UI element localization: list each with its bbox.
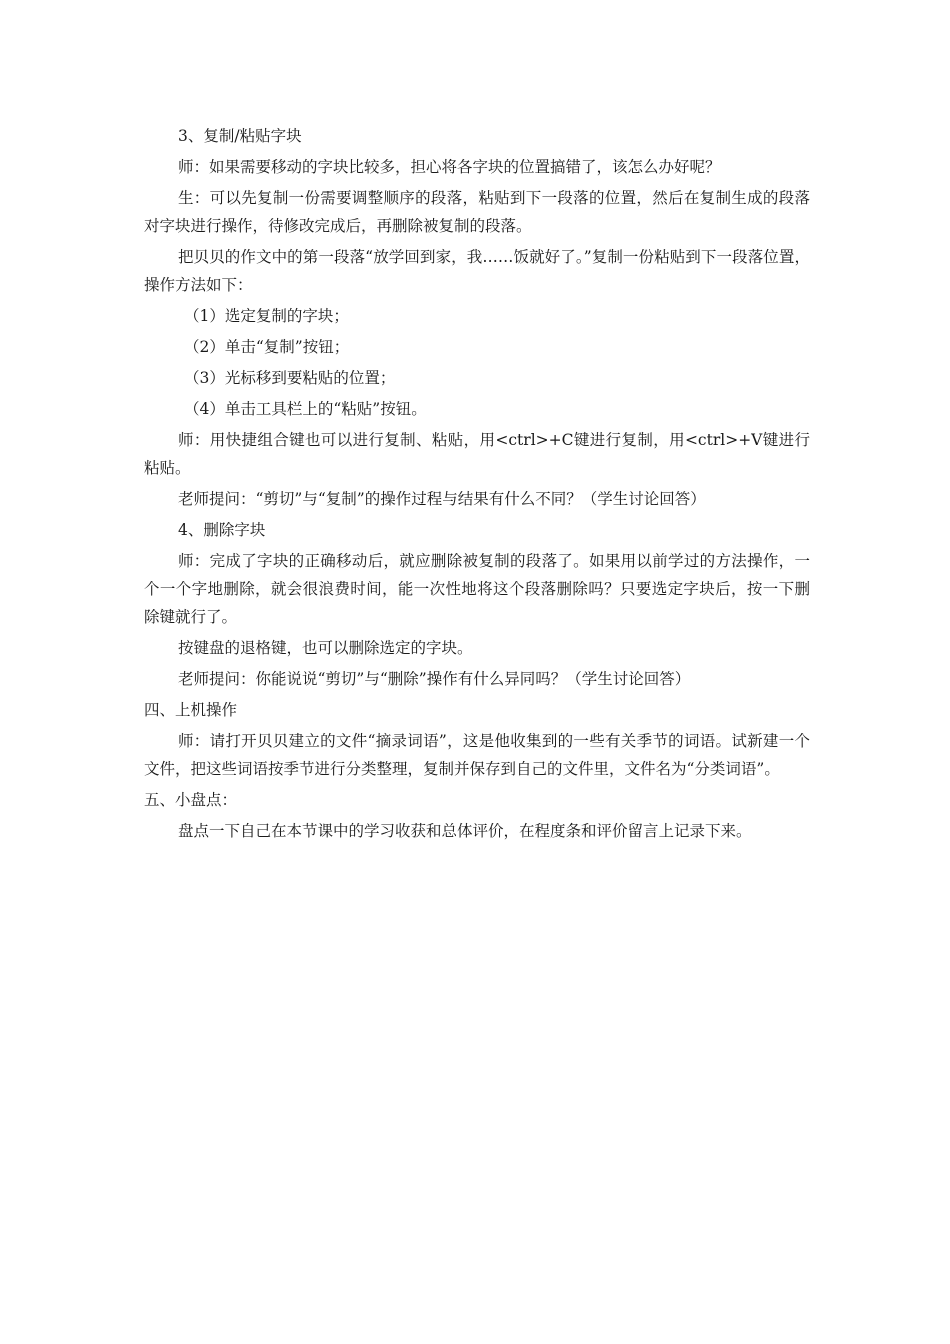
document-body — [144, 122, 810, 848]
backspace-paragraph: 按键盘的退格键，也可以删除选定的字块。 — [178, 639, 473, 657]
cut-vs-copy-question: 老师提问：“剪切”与“复制”的操作过程与结果有什么不同？（学生讨论回答） — [178, 490, 706, 508]
section-heading-summary: 五、小盘点： — [144, 791, 238, 809]
student-answer-paragraph: 生：可以先复制一份需要调整顺序的段落，粘贴到下一段落的位置，然后在复制生成的段落对字块进行操作，待修改完成后，再删除被复制的段落。 — [144, 189, 810, 235]
shortcut-paragraph: 师：用快捷组合键也可以进行复制、粘贴，用<ctrl>+C键进行复制，用<ctrl>+V键进行粘贴。 — [144, 431, 810, 477]
copy-paste-heading: 3、复制/粘贴字块 — [178, 127, 302, 145]
cut-vs-delete-question: 老师提问：你能说说“剪切”与“删除”操作有什么异同吗？（学生讨论回答） — [178, 670, 691, 688]
delete-paragraph: 师：完成了字块的正确移动后，就应删除被复制的段落了。如果用以前学过的方法操作，一个一个字地删除，就会很浪费时间，能一次性地将这个段落删除吗？只要选定字块后，按一下删除键就行了。 — [144, 552, 810, 626]
delete-heading: 4、删除字块 — [178, 521, 266, 539]
step-item-2: （2）单击“复制”按钮； — [184, 338, 350, 356]
step-item-4: （4）单击工具栏上的“粘贴”按钮。 — [184, 400, 427, 418]
copy-instruction-paragraph: 把贝贝的作文中的第一段落“放学回到家，我……饭就好了。”复制一份粘贴到下一段落位置，操作方法如下： — [144, 248, 810, 294]
step-item-3: （3）光标移到要粘贴的位置； — [184, 369, 396, 387]
practice-paragraph: 师：请打开贝贝建立的文件“摘录词语”，这是他收集到的一些有关季节的词语。试新建一个文件，把这些词语按季节进行分类整理，复制并保存到自己的文件里，文件名为“分类词语”。 — [144, 732, 810, 778]
summary-paragraph: 盘点一下自己在本节课中的学习收获和总体评价，在程度条和评价留言上记录下来。 — [178, 822, 752, 840]
step-item-1: （1）选定复制的字块； — [184, 307, 349, 325]
section-heading-practice: 四、上机操作 — [144, 701, 238, 719]
teacher-question-paragraph: 师：如果需要移动的字块比较多，担心将各字块的位置搞错了，该怎么办好呢？ — [178, 158, 721, 176]
